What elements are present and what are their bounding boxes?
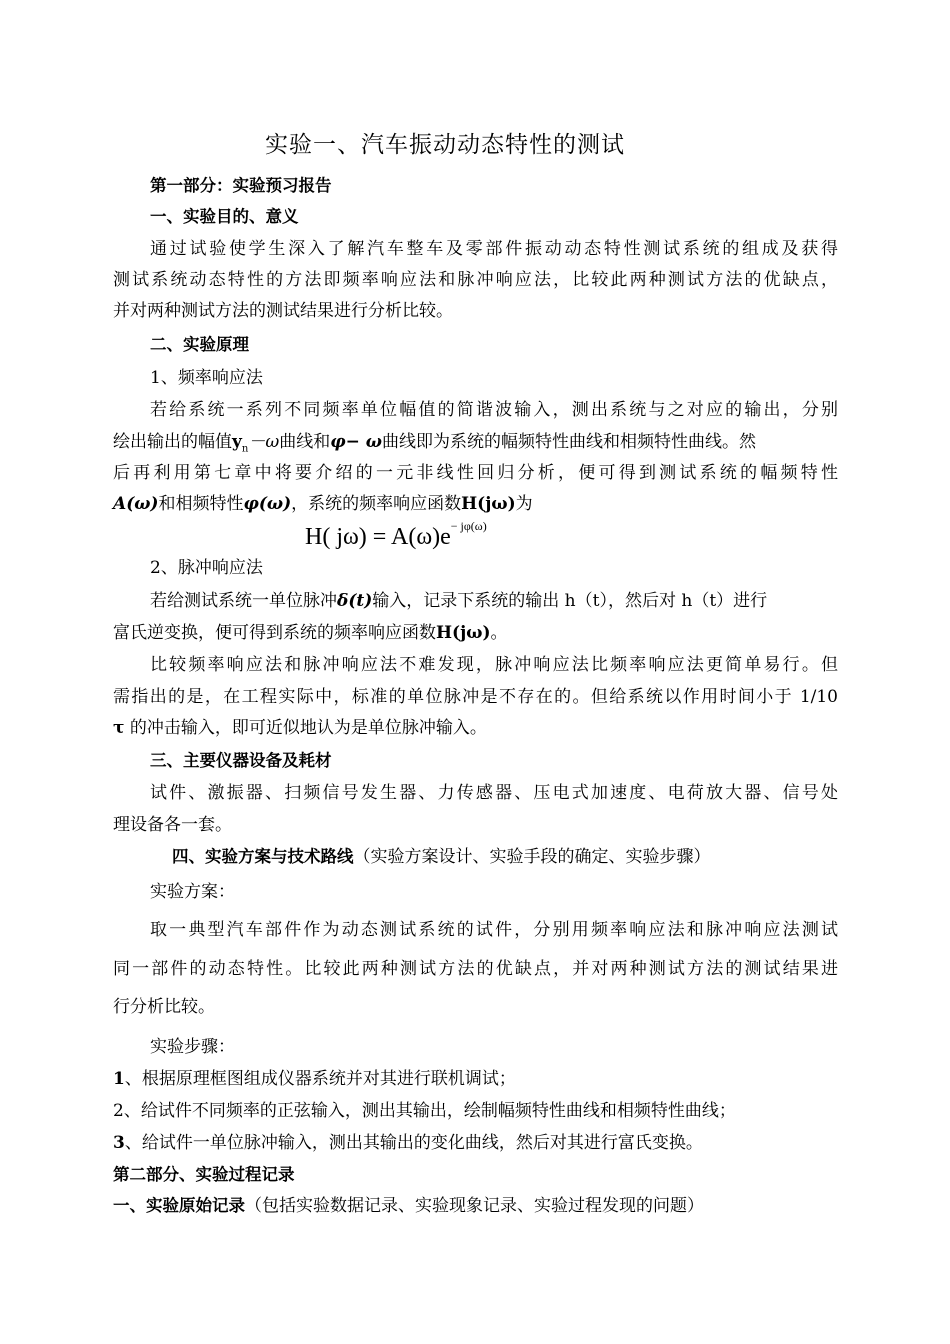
math-H-jomega: H(jω) (461, 494, 516, 514)
text-span: 曲线即为系统的幅频特性曲线和相频特性曲线。然 (381, 432, 756, 452)
section1-line-2: 测试系统动态特性的方法即频率响应法和脉冲响应法，比较此两种测试方法的优缺点， (113, 270, 838, 290)
math-y: y (232, 432, 242, 452)
freq-para-line-2 (113, 430, 838, 461)
part1-heading: 第一部分：实验预习报告 (150, 176, 332, 195)
formula-main: H( jω) = A(ω)e (305, 524, 451, 550)
math-tau: τ (113, 718, 125, 738)
section3-line-1: 试件、激振器、扫频信号发生器、力传感器、压电式加速度、电荷放大器、信号处 (150, 783, 838, 803)
step-number: 2 (113, 1101, 124, 1121)
math-subscript: n (241, 443, 249, 455)
text-span: 绘出输出的幅值 (113, 432, 232, 452)
text-span: 为 (515, 494, 533, 514)
document-title: 实验一、汽车振动动态特性的测试 (265, 132, 625, 158)
math-phi-omega-2: φ(ω) (243, 494, 292, 514)
frequency-response-formula (305, 511, 487, 552)
text-span: 。 (490, 623, 508, 643)
part2-section1-line (113, 1194, 838, 1218)
step-1 (113, 1067, 838, 1091)
text-span: 富氏逆变换，便可得到系统的频率响应函数 (113, 623, 436, 643)
compare-para-line-1: 比较频率响应法和脉冲响应法不难发现，脉冲响应法比频率响应法更简单易行。但 (150, 655, 838, 675)
section1-line-1: 通过试验使学生深入了解汽车整车及零部件振动动态特性测试系统的组成及获得 (150, 239, 838, 259)
step-text: 、根据原理框图组成仪器系统并对其进行联机调试； (124, 1069, 516, 1089)
section3-line-2: 理设备各一套。 (113, 815, 232, 835)
impulse-para-line-2 (113, 621, 838, 645)
section2-sub2: 2、脉冲响应法 (150, 558, 263, 578)
text-span: 输入，记录下系统的输出 h（t），然后对 h（t）进行 (372, 591, 768, 611)
text-span: 若给测试系统一单位脉冲 (150, 591, 337, 611)
part2-section1-heading: 一、实验原始记录 (113, 1196, 245, 1215)
section2-sub1: 1、频率响应法 (150, 368, 263, 388)
math-delta-t: δ(t) (337, 591, 373, 611)
plan-line-3: 行分析比较。 (113, 997, 215, 1017)
math-omega: －ω (248, 432, 280, 452)
step-text: 、给试件不同频率的正弦输入，测出其输出，绘制幅频特性曲线和相频特性曲线； (123, 1101, 736, 1121)
impulse-para-line-1 (150, 589, 838, 613)
math-phi-omega: φ− ω (330, 432, 382, 452)
part2-heading: 第二部分、实验过程记录 (113, 1165, 295, 1184)
freq-para-line-1: 若给系统一系列不同频率单位幅值的简谐波输入，测出系统与之对应的输出，分别 (150, 400, 838, 420)
plan-line-1: 取一典型汽车部件作为动态测试系统的试件，分别用频率响应法和脉冲响应法测试 (150, 920, 838, 940)
part2-section1-note: （包括实验数据记录、实验现象记录、实验过程发现的问题） (245, 1196, 704, 1216)
plan-label: 实验方案： (150, 882, 235, 902)
section1-line-3: 并对两种测试方法的测试结果进行分析比较。 (113, 301, 453, 321)
steps-label: 实验步骤： (150, 1037, 235, 1057)
compare-para-line-3 (113, 716, 838, 740)
text-span: 的冲击输入，即可近似地认为是单位脉冲输入。 (124, 718, 487, 738)
text-span: ，系统的频率响应函数 (291, 494, 462, 514)
math-H-jomega-2: H(jω) (436, 623, 491, 643)
step-number: 1 (113, 1069, 125, 1089)
step-3 (113, 1131, 838, 1155)
section3-heading: 三、主要仪器设备及耗材 (150, 751, 332, 770)
freq-para-line-3: 后再利用第七章中将要介绍的一元非线性回归分析，便可得到测试系统的幅频特性 (113, 463, 838, 483)
plan-line-2: 同一部件的动态特性。比较此两种测试方法的优缺点，并对两种测试方法的测试结果进 (113, 959, 838, 979)
step-2 (113, 1099, 838, 1123)
section4-heading-line (172, 845, 838, 869)
section4-heading-note: （实验方案设计、实验手段的确定、实验步骤） (353, 847, 711, 867)
section1-heading: 一、实验目的、意义 (150, 207, 299, 226)
math-A-omega: A(ω) (113, 494, 159, 514)
text-span: 曲线和 (279, 432, 331, 452)
section2-heading: 二、实验原理 (150, 335, 249, 354)
formula-exponent: − jφ(ω) (450, 519, 487, 533)
section4-heading: 四、实验方案与技术路线 (172, 847, 354, 866)
compare-para-line-2: 需指出的是，在工程实际中，标准的单位脉冲是不存在的。但给系统以作用时间小于 1/10 (113, 687, 838, 707)
step-number: 3 (113, 1133, 125, 1153)
text-span: 和相频特性 (158, 494, 244, 514)
step-text: 、给试件一单位脉冲输入，测出其输出的变化曲线，然后对其进行富氏变换。 (124, 1133, 703, 1153)
